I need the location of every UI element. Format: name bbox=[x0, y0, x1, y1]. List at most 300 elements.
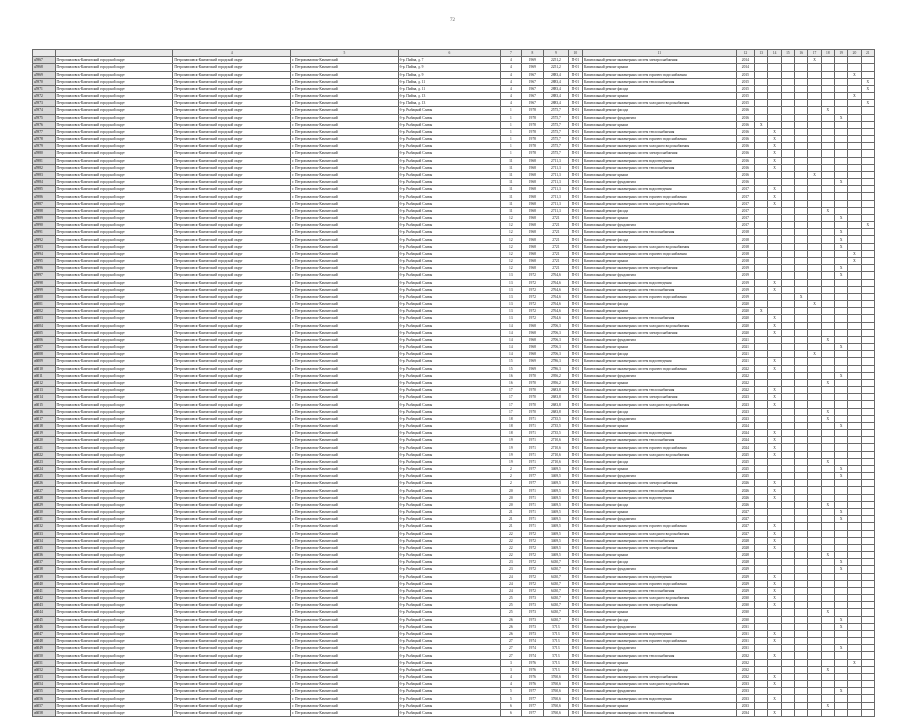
mark-col-12 bbox=[755, 179, 768, 186]
mark-col-12 bbox=[755, 372, 768, 379]
city: г. Петропавловск-Камчатский bbox=[291, 336, 399, 343]
mark-col-19 bbox=[848, 265, 861, 272]
mark-col-15 bbox=[795, 372, 808, 379]
municipality: Петропавловск-Камчатский городской округ bbox=[55, 473, 173, 480]
year-built: 1977 bbox=[521, 709, 544, 716]
settlement-area: Петропавловск-Камчатский городской округ bbox=[173, 358, 291, 365]
mark-col-12 bbox=[755, 229, 768, 236]
mark-col-18 bbox=[834, 315, 847, 322]
mark-col-13 bbox=[768, 379, 781, 386]
table-row bbox=[33, 666, 875, 673]
mark-col-19 bbox=[848, 537, 861, 544]
mark-col-13: X bbox=[768, 430, 781, 437]
mark-col-14 bbox=[781, 114, 794, 121]
house-number: 4 bbox=[501, 681, 521, 688]
category-code: П-01 bbox=[568, 171, 582, 178]
mark-col-18 bbox=[834, 193, 847, 200]
street-address: б-р. Рыбацкой Славы bbox=[398, 666, 500, 673]
mark-col-19 bbox=[848, 136, 861, 143]
street-address: б-р. Рыбацкой Славы bbox=[398, 229, 500, 236]
municipality: Петропавловск-Камчатский городской округ bbox=[55, 501, 173, 508]
mark-col-12 bbox=[755, 157, 768, 164]
mark-col-14 bbox=[781, 150, 794, 157]
mark-col-13: X bbox=[768, 128, 781, 135]
city: г. Петропавловск-Камчатский bbox=[291, 401, 399, 408]
mark-col-18 bbox=[834, 580, 847, 587]
mark-col-18 bbox=[834, 430, 847, 437]
city: г. Петропавловск-Камчатский bbox=[291, 121, 399, 128]
mark-col-13: X bbox=[768, 587, 781, 594]
mark-col-20 bbox=[861, 136, 874, 143]
mark-col-16 bbox=[808, 638, 821, 645]
municipality: Петропавловск-Камчатский городской округ bbox=[55, 107, 173, 114]
mark-col-13 bbox=[768, 107, 781, 114]
mark-col-12: X bbox=[755, 121, 768, 128]
plan-year: 2031 bbox=[736, 630, 754, 637]
mark-col-17 bbox=[821, 494, 834, 501]
mark-col-14 bbox=[781, 652, 794, 659]
mark-col-17 bbox=[821, 272, 834, 279]
municipality: Петропавловск-Камчатский городской округ bbox=[55, 272, 173, 279]
record-id: a6002 bbox=[33, 308, 56, 315]
table-row bbox=[33, 623, 875, 630]
mark-col-20 bbox=[861, 93, 874, 100]
street-address: б-р. Рыбацкой Славы bbox=[398, 659, 500, 666]
year-built: 1976 bbox=[521, 673, 544, 680]
mark-col-19 bbox=[848, 394, 861, 401]
area: 2764,6 bbox=[544, 279, 569, 286]
house-number: 25 bbox=[501, 609, 521, 616]
settlement-area: Петропавловск-Камчатский городской округ bbox=[173, 537, 291, 544]
house-number: 17 bbox=[501, 387, 521, 394]
category-code: П-01 bbox=[568, 100, 582, 107]
area: 2710,6 bbox=[544, 444, 569, 451]
street-address: б-р. Рыбацкой Славы bbox=[398, 236, 500, 243]
mark-col-17 bbox=[821, 214, 834, 221]
area: 2883,4 bbox=[544, 85, 569, 92]
table-row bbox=[33, 444, 875, 451]
plan-year: 2020 bbox=[736, 301, 754, 308]
mark-col-20 bbox=[861, 257, 874, 264]
city: г. Петропавловск-Камчатский bbox=[291, 150, 399, 157]
city: г. Петропавловск-Камчатский bbox=[291, 451, 399, 458]
municipality: Петропавловск-Камчатский городской округ bbox=[55, 372, 173, 379]
city: г. Петропавловск-Камчатский bbox=[291, 566, 399, 573]
table-row bbox=[33, 516, 875, 523]
mark-col-19 bbox=[848, 214, 861, 221]
work-type: Капитальный ремонт инженерных систем теплоснабжения bbox=[583, 537, 737, 544]
record-id: a6042 bbox=[33, 595, 56, 602]
category-code: П-01 bbox=[568, 200, 582, 207]
street-address: б-р. Рыбацкой Славы bbox=[398, 451, 500, 458]
mark-col-13: X bbox=[768, 638, 781, 645]
mark-col-15 bbox=[795, 107, 808, 114]
mark-col-12 bbox=[755, 272, 768, 279]
category-code: П-01 bbox=[568, 666, 582, 673]
city: г. Петропавловск-Камчатский bbox=[291, 279, 399, 286]
record-id: a6037 bbox=[33, 559, 56, 566]
mark-col-19 bbox=[848, 422, 861, 429]
area: 2711,3 bbox=[544, 157, 569, 164]
city: г. Петропавловск-Камчатский bbox=[291, 100, 399, 107]
mark-col-17 bbox=[821, 544, 834, 551]
mark-col-20 bbox=[861, 587, 874, 594]
mark-col-16 bbox=[808, 673, 821, 680]
mark-col-15 bbox=[795, 100, 808, 107]
mark-col-15 bbox=[795, 121, 808, 128]
settlement-area: Петропавловск-Камчатский городской округ bbox=[173, 372, 291, 379]
settlement-area: Петропавловск-Камчатский городской округ bbox=[173, 308, 291, 315]
mark-col-16: X bbox=[808, 301, 821, 308]
mark-col-19: X bbox=[848, 71, 861, 78]
street-address: б-р. Рыбацкой Славы bbox=[398, 150, 500, 157]
area: 2683,8 bbox=[544, 394, 569, 401]
table-row bbox=[33, 308, 875, 315]
street-address: б-р. Рыбацкой Славы bbox=[398, 286, 500, 293]
city: г. Петропавловск-Камчатский bbox=[291, 143, 399, 150]
mark-col-17 bbox=[821, 602, 834, 609]
mark-col-14 bbox=[781, 93, 794, 100]
city: г. Петропавловск-Камчатский bbox=[291, 315, 399, 322]
settlement-area: Петропавловск-Камчатский городской округ bbox=[173, 422, 291, 429]
table-row bbox=[33, 501, 875, 508]
mark-col-19 bbox=[848, 78, 861, 85]
mark-col-13 bbox=[768, 645, 781, 652]
plan-year: 2019 bbox=[736, 272, 754, 279]
area: 6430,7 bbox=[544, 559, 569, 566]
work-type: Капитальный ремонт фундамента bbox=[583, 372, 737, 379]
work-type: Капитальный ремонт инженерных систем холодного водоснабжения bbox=[583, 143, 737, 150]
work-type: Капитальный ремонт крыши bbox=[583, 93, 737, 100]
mark-col-14 bbox=[781, 666, 794, 673]
mark-col-16 bbox=[808, 186, 821, 193]
settlement-area: Петропавловск-Камчатский городской округ bbox=[173, 444, 291, 451]
mark-col-12 bbox=[755, 150, 768, 157]
plan-year: 2021 bbox=[736, 336, 754, 343]
year-built: 1973 bbox=[521, 602, 544, 609]
mark-col-20 bbox=[861, 645, 874, 652]
mark-col-18: X bbox=[834, 566, 847, 573]
category-code: П-01 bbox=[568, 308, 582, 315]
mark-col-20 bbox=[861, 688, 874, 695]
mark-col-18 bbox=[834, 681, 847, 688]
table-row bbox=[33, 437, 875, 444]
mark-col-20 bbox=[861, 394, 874, 401]
city: г. Петропавловск-Камчатский bbox=[291, 587, 399, 594]
mark-col-12 bbox=[755, 516, 768, 523]
mark-col-13 bbox=[768, 666, 781, 673]
house-number: 13 bbox=[501, 272, 521, 279]
mark-col-19 bbox=[848, 128, 861, 135]
year-built: 1968 bbox=[521, 250, 544, 257]
mark-col-18 bbox=[834, 638, 847, 645]
record-id: a6024 bbox=[33, 465, 56, 472]
municipality: Петропавловск-Камчатский городской округ bbox=[55, 379, 173, 386]
year-built: 1973 bbox=[521, 595, 544, 602]
area: 2706,3 bbox=[544, 351, 569, 358]
settlement-area: Петропавловск-Камчатский городской округ bbox=[173, 415, 291, 422]
mark-col-15 bbox=[795, 301, 808, 308]
mark-col-16 bbox=[808, 415, 821, 422]
city: г. Петропавловск-Камчатский bbox=[291, 430, 399, 437]
mark-col-13 bbox=[768, 57, 781, 64]
year-built: 1968 bbox=[521, 229, 544, 236]
plan-year: 2016 bbox=[736, 128, 754, 135]
work-type: Капитальный ремонт крыши bbox=[583, 465, 737, 472]
street-address: б-р. Рыбацкой Славы bbox=[398, 695, 500, 702]
mark-col-17 bbox=[821, 186, 834, 193]
mark-col-14 bbox=[781, 179, 794, 186]
house-number: 11 bbox=[501, 193, 521, 200]
work-type: Капитальный ремонт фасада bbox=[583, 408, 737, 415]
record-id: a5982 bbox=[33, 164, 56, 171]
table-row bbox=[33, 150, 875, 157]
category-code: П-01 bbox=[568, 57, 582, 64]
area: 2683,8 bbox=[544, 401, 569, 408]
mark-col-12 bbox=[755, 623, 768, 630]
record-id: a6044 bbox=[33, 609, 56, 616]
mark-col-13 bbox=[768, 236, 781, 243]
record-id: a6036 bbox=[33, 552, 56, 559]
mark-col-12 bbox=[755, 265, 768, 272]
mark-col-16 bbox=[808, 559, 821, 566]
area: 2786,3 bbox=[544, 365, 569, 372]
area: 2721 bbox=[544, 214, 569, 221]
mark-col-13: X bbox=[768, 387, 781, 394]
street-address: б-р. Рыбацкой Славы bbox=[398, 516, 500, 523]
mark-col-20 bbox=[861, 236, 874, 243]
mark-col-17 bbox=[821, 595, 834, 602]
municipality: Петропавловск-Камчатский городской округ bbox=[55, 415, 173, 422]
mark-col-19 bbox=[848, 451, 861, 458]
municipality: Петропавловск-Камчатский городской округ bbox=[55, 616, 173, 623]
mark-col-14 bbox=[781, 229, 794, 236]
street-address: б-р. Рыбацкой Славы bbox=[398, 293, 500, 300]
mark-col-18 bbox=[834, 107, 847, 114]
plan-year: 2033 bbox=[736, 688, 754, 695]
category-code: П-01 bbox=[568, 702, 582, 709]
house-number: 21 bbox=[501, 509, 521, 516]
category-code: П-01 bbox=[568, 623, 582, 630]
mark-col-17 bbox=[821, 136, 834, 143]
mark-col-13 bbox=[768, 458, 781, 465]
year-built: 1970 bbox=[521, 394, 544, 401]
mark-col-17 bbox=[821, 243, 834, 250]
mark-col-15 bbox=[795, 243, 808, 250]
street-address: б-р. Рыбацкой Славы bbox=[398, 595, 500, 602]
mark-col-13: X bbox=[768, 480, 781, 487]
record-id: a6039 bbox=[33, 573, 56, 580]
city: г. Петропавловск-Камчатский bbox=[291, 93, 399, 100]
area: 2575,7 bbox=[544, 128, 569, 135]
mark-col-13 bbox=[768, 415, 781, 422]
mark-col-20 bbox=[861, 229, 874, 236]
house-number: 15 bbox=[501, 365, 521, 372]
house-number: 25 bbox=[501, 602, 521, 609]
mark-col-14 bbox=[781, 501, 794, 508]
mark-col-13: X bbox=[768, 150, 781, 157]
mark-col-17: X bbox=[821, 552, 834, 559]
table-row bbox=[33, 365, 875, 372]
city: г. Петропавловск-Камчатский bbox=[291, 630, 399, 637]
house-number: 12 bbox=[501, 229, 521, 236]
mark-col-19 bbox=[848, 530, 861, 537]
area: 2710,6 bbox=[544, 451, 569, 458]
house-number: 12 bbox=[501, 250, 521, 257]
year-built: 1971 bbox=[521, 509, 544, 516]
city: г. Петропавловск-Камчатский bbox=[291, 602, 399, 609]
mark-col-13 bbox=[768, 509, 781, 516]
mark-col-14 bbox=[781, 444, 794, 451]
mark-col-15 bbox=[795, 171, 808, 178]
year-built: 1971 bbox=[521, 451, 544, 458]
mark-col-12 bbox=[755, 487, 768, 494]
municipality: Петропавловск-Камчатский городской округ bbox=[55, 544, 173, 551]
mark-col-19 bbox=[848, 645, 861, 652]
area: 3760,6 bbox=[544, 688, 569, 695]
table-row bbox=[33, 379, 875, 386]
mark-col-15 bbox=[795, 702, 808, 709]
mark-col-18 bbox=[834, 71, 847, 78]
mark-col-13 bbox=[768, 301, 781, 308]
area: 2575,7 bbox=[544, 143, 569, 150]
plan-year: 2015 bbox=[736, 100, 754, 107]
plan-year: 2020 bbox=[736, 315, 754, 322]
area: 3469,5 bbox=[544, 544, 569, 551]
table-row bbox=[33, 85, 875, 92]
plan-year: 2023 bbox=[736, 401, 754, 408]
year-built: 1973 bbox=[521, 630, 544, 637]
settlement-area: Петропавловск-Камчатский городской округ bbox=[173, 394, 291, 401]
mark-col-12 bbox=[755, 394, 768, 401]
street-address: б-р. Рыбацкой Славы bbox=[398, 587, 500, 594]
mark-col-20 bbox=[861, 430, 874, 437]
mark-col-18: X bbox=[834, 229, 847, 236]
mark-col-14 bbox=[781, 408, 794, 415]
plan-year: 2024 bbox=[736, 422, 754, 429]
mark-col-12 bbox=[755, 257, 768, 264]
mark-col-19 bbox=[848, 473, 861, 480]
record-id: a6032 bbox=[33, 523, 56, 530]
mark-col-17 bbox=[821, 638, 834, 645]
mark-col-15 bbox=[795, 214, 808, 221]
mark-col-16: X bbox=[808, 57, 821, 64]
municipality: Петропавловск-Камчатский городской округ bbox=[55, 322, 173, 329]
mark-col-19 bbox=[848, 415, 861, 422]
municipality: Петропавловск-Камчатский городской округ bbox=[55, 566, 173, 573]
street-address: б-р. Рыбацкой Славы bbox=[398, 193, 500, 200]
mark-col-18 bbox=[834, 250, 847, 257]
mark-col-17 bbox=[821, 293, 834, 300]
house-number: 26 bbox=[501, 630, 521, 637]
table-row bbox=[33, 164, 875, 171]
mark-col-16 bbox=[808, 451, 821, 458]
street-address: б-р. Пийпа, д. 7 bbox=[398, 57, 500, 64]
settlement-area: Петропавловск-Камчатский городской округ bbox=[173, 286, 291, 293]
mark-col-20 bbox=[861, 193, 874, 200]
settlement-area: Петропавловск-Камчатский городской округ bbox=[173, 143, 291, 150]
settlement-area: Петропавловск-Камчатский городской округ bbox=[173, 207, 291, 214]
category-code: П-01 bbox=[568, 544, 582, 551]
mark-col-12 bbox=[755, 143, 768, 150]
mark-col-15 bbox=[795, 186, 808, 193]
area: 3469,5 bbox=[544, 487, 569, 494]
mark-col-15 bbox=[795, 408, 808, 415]
work-type: Капитальный ремонт крыши bbox=[583, 344, 737, 351]
mark-col-13: X bbox=[768, 523, 781, 530]
mark-col-18: X bbox=[834, 265, 847, 272]
area: 2711,3 bbox=[544, 171, 569, 178]
mark-col-13 bbox=[768, 422, 781, 429]
mark-col-16 bbox=[808, 530, 821, 537]
mark-col-15 bbox=[795, 609, 808, 616]
house-number: 11 bbox=[501, 157, 521, 164]
house-number: 1 bbox=[501, 114, 521, 121]
mark-col-20: X bbox=[861, 100, 874, 107]
mark-col-15 bbox=[795, 695, 808, 702]
street-address: б-р. Рыбацкой Славы bbox=[398, 437, 500, 444]
house-number: 25 bbox=[501, 595, 521, 602]
settlement-area: Петропавловск-Камчатский городской округ bbox=[173, 638, 291, 645]
record-id: a6007 bbox=[33, 344, 56, 351]
plan-year: 2025 bbox=[736, 473, 754, 480]
mark-col-20 bbox=[861, 128, 874, 135]
mark-col-14 bbox=[781, 422, 794, 429]
mark-col-17 bbox=[821, 200, 834, 207]
plan-year: 2020 bbox=[736, 308, 754, 315]
mark-col-20 bbox=[861, 609, 874, 616]
mark-col-20 bbox=[861, 322, 874, 329]
house-number: 3 bbox=[501, 659, 521, 666]
municipality: Петропавловск-Камчатский городской округ bbox=[55, 200, 173, 207]
city: г. Петропавловск-Камчатский bbox=[291, 207, 399, 214]
year-built: 1970 bbox=[521, 372, 544, 379]
mark-col-16 bbox=[808, 465, 821, 472]
municipality: Петропавловск-Камчатский городской округ bbox=[55, 487, 173, 494]
mark-col-16 bbox=[808, 336, 821, 343]
plan-year: 2022 bbox=[736, 387, 754, 394]
mark-col-15 bbox=[795, 587, 808, 594]
mark-col-15 bbox=[795, 616, 808, 623]
house-number: 17 bbox=[501, 401, 521, 408]
table-row bbox=[33, 293, 875, 300]
mark-col-18 bbox=[834, 702, 847, 709]
mark-col-15 bbox=[795, 645, 808, 652]
municipality: Петропавловск-Камчатский городской округ bbox=[55, 64, 173, 71]
city: г. Петропавловск-Камчатский bbox=[291, 573, 399, 580]
column-header: 21 bbox=[861, 50, 874, 57]
settlement-area: Петропавловск-Камчатский городской округ bbox=[173, 458, 291, 465]
record-id: a5994 bbox=[33, 250, 56, 257]
year-built: 1970 bbox=[521, 387, 544, 394]
mark-col-15 bbox=[795, 465, 808, 472]
mark-col-14 bbox=[781, 107, 794, 114]
area: 3760,6 bbox=[544, 695, 569, 702]
table-row bbox=[33, 315, 875, 322]
mark-col-16 bbox=[808, 702, 821, 709]
area: 5713 bbox=[544, 645, 569, 652]
table-row bbox=[33, 566, 875, 573]
mark-col-12 bbox=[755, 695, 768, 702]
mark-col-17 bbox=[821, 695, 834, 702]
mark-col-12 bbox=[755, 78, 768, 85]
category-code: П-01 bbox=[568, 681, 582, 688]
record-id: a6048 bbox=[33, 638, 56, 645]
record-id: a5984 bbox=[33, 179, 56, 186]
category-code: П-01 bbox=[568, 566, 582, 573]
category-code: П-01 bbox=[568, 351, 582, 358]
mark-col-19 bbox=[848, 64, 861, 71]
